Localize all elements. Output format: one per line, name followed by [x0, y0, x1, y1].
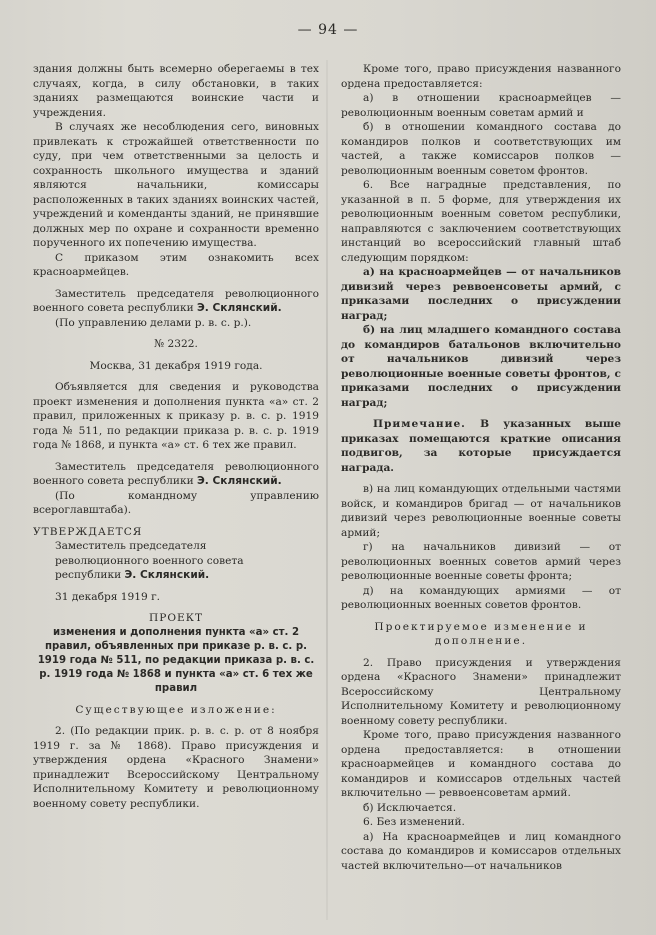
- paragraph: а) На красноармейцев и лиц командного состава до командиров и комиссаров отдельных частей включительно—от начальников: [341, 830, 621, 872]
- paragraph: а) в отношении красноармейцев — революционным военным советам армий и: [341, 92, 621, 119]
- department-note: (По управлению делами р. в. с. р.).: [55, 316, 252, 329]
- paragraph: а) на красноармейцев — от начальников дивизий через реввоенсоветы армий, с приказами последних о присуждении наград;: [341, 266, 621, 322]
- signature-title: Заместитель председателя революционного военного совета республики: [33, 287, 319, 314]
- page-number: — 94 —: [297, 22, 359, 38]
- order-number: № 2322.: [154, 338, 198, 350]
- page-fold: [326, 60, 328, 920]
- paragraph: 2. (По редакции прик. р. в. с. р. от 8 ноября 1919 г. за № 1868). Право присуждения и утверждения ордена «Красного Знамени» принадлежит Всероссийскому Центральному Исполнительному Комитету и революционному военному совету республики.: [33, 725, 319, 810]
- paragraph: в) на лиц командующих отдельными частями войск, и командиров бригад — от начальников дивизий через революционные военные советы армий;: [341, 483, 621, 539]
- approved-heading: УТВЕРЖДАЕТСЯ: [33, 525, 143, 538]
- project-title: ПРОЕКТ: [148, 612, 204, 624]
- paragraph: б) Исключается.: [363, 801, 457, 814]
- paragraph: 6. Без изменений.: [363, 816, 465, 828]
- approved-date: 31 декабря 1919 г.: [55, 590, 161, 603]
- signature-title: Заместитель председателя революционного военного совета республики: [33, 460, 319, 487]
- project-subtitle: изменения и дополнения пункта «а» ст. 2 правил, объявленных при приказе р. в. с. р. 1919 года № 511, по редакции приказа р. в. с. р. 1919 года № 1868 и пункта «а» ст. 6 тех же правил: [37, 626, 315, 694]
- order-date: Москва, 31 декабря 1919 года.: [89, 359, 263, 372]
- paragraph: Кроме того, право присуждения названного ордена предоставляется:: [341, 63, 621, 90]
- paragraph: б) в отношении командного состава до командиров полков и соответствующих им частей, а также комиссаров полков — революционным военным советом фронтов.: [341, 121, 621, 177]
- paragraph: г) на начальников дивизий — от революционных военных советов армий через революционные военные советы фронта;: [341, 541, 621, 582]
- paragraph: д) на командующих армиями — от революционных военных советов фронтов.: [341, 584, 621, 611]
- paragraph: б) на лиц младшего командного состава до командиров батальонов включительно от начальников дивизий через революционные военные советы фронтов, с приказами последних о присуждении наград;: [341, 324, 621, 409]
- paragraph: 2. Право присуждения и утверждения ордена «Красного Знамени» принадлежит Всероссийскому Центральному Исполнительному Комитету и революционному военному совету республики.: [341, 656, 621, 727]
- approved-name: Э. Склянский.: [124, 569, 210, 581]
- signature-block: [33, 287, 319, 316]
- signature-block: [33, 460, 319, 489]
- note-label: Примечание.: [373, 418, 466, 430]
- paragraph: С приказом этим ознакомить всех красноармейцев.: [33, 251, 319, 278]
- right-column: [341, 62, 621, 873]
- left-column: [33, 62, 319, 811]
- signature-name: Э. Склянский.: [197, 475, 282, 487]
- note: [341, 417, 621, 475]
- paragraph: здания должны быть всемерно оберегаемы в тех случаях, когда, в силу обстановки, в таких зданиях размещаются воинские части и учреждения.: [33, 63, 319, 119]
- note-text: В указанных выше приказах помещаются краткие описания подвигов, за которые присуждается награда.: [341, 418, 621, 474]
- department-note: (По командному управлению всероглавштаба).: [33, 489, 319, 516]
- signature-name: Э. Склянский.: [197, 302, 282, 314]
- section-heading: Существующее изложение:: [75, 703, 277, 716]
- paragraph: Объявляется для сведения и руководства проект изменения и дополнения пункта «а» ст. 2 правил, приложенных к приказу р. в. с. р. 1919 года № 511, по редакции приказа р. в. с. р. 1919 года № 1868, и пункта «а» ст. 6 тех же правил.: [33, 381, 319, 451]
- paragraph: Кроме того, право присуждения названного ордена предоставляется: в отношении красноармейцев и командного состава до командиров и комиссаров отдельных частей включительно — реввоенсоветам армий.: [341, 729, 621, 799]
- section-heading: Проектируемое изменение и дополнение.: [374, 620, 588, 647]
- paragraph: 6. Все наградные представления, по указанной в п. 5 форме, для утверждения их революционным военным советом республики, направляются с заключением соответствующих инстанций во всероссийский главный штаб следующим порядком:: [341, 179, 621, 264]
- approved-block: [55, 539, 255, 583]
- approved-title: Заместитель председателя революционного военного совета республики: [55, 540, 244, 581]
- paragraph: В случаях же несоблюдения сего, виновных привлекать к строжайшей ответственности по суду, при чем ответственными за целость и сохранность школьного имущества и зданий являются начальники, комиссары расположенных в таких зданиях воинских частей, учреждений и коменданты зданий, не принявшие должных мер по охране и сохранности временно порученного их попечению имущества.: [33, 121, 319, 249]
